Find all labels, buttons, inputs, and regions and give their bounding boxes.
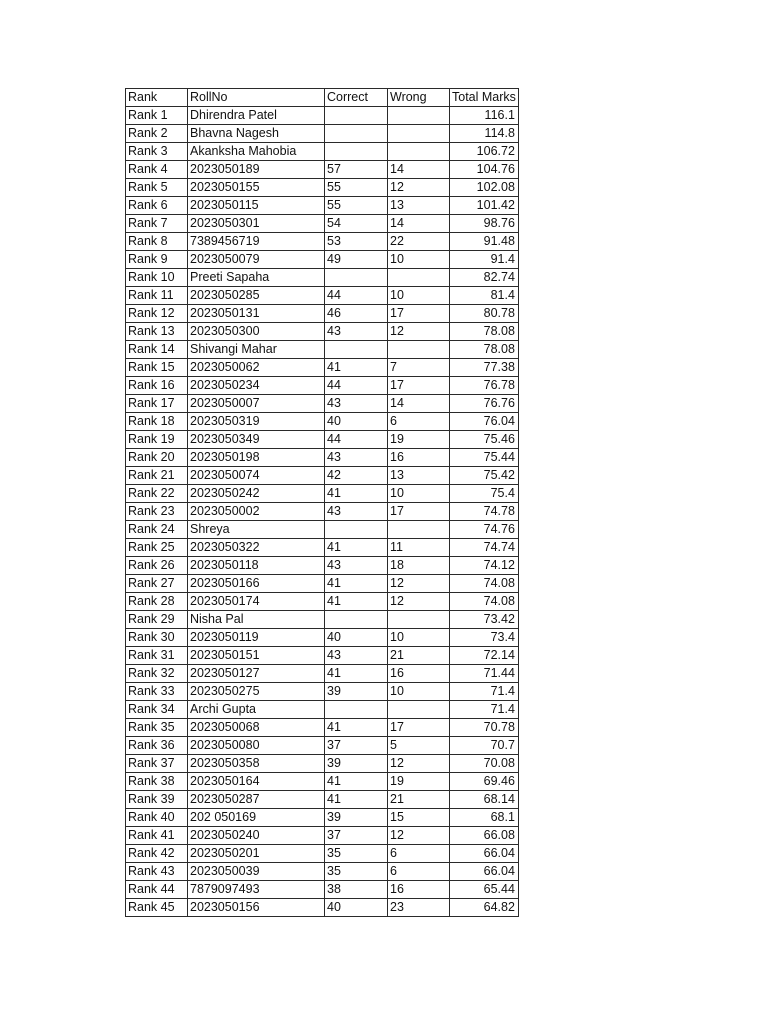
cell-wrong: 12 bbox=[388, 575, 450, 593]
cell-wrong: 16 bbox=[388, 449, 450, 467]
cell-rollno: 2023050242 bbox=[188, 485, 325, 503]
table-row bbox=[126, 377, 519, 395]
cell-wrong bbox=[388, 143, 450, 161]
table-row bbox=[126, 467, 519, 485]
cell-rank: Rank 3 bbox=[126, 143, 188, 161]
cell-rollno: 2023050119 bbox=[188, 629, 325, 647]
cell-rollno: 2023050174 bbox=[188, 593, 325, 611]
cell-rollno: 2023050300 bbox=[188, 323, 325, 341]
cell-rollno: Bhavna Nagesh bbox=[188, 125, 325, 143]
cell-correct: 44 bbox=[325, 377, 388, 395]
cell-rank: Rank 1 bbox=[126, 107, 188, 125]
cell-wrong: 14 bbox=[388, 161, 450, 179]
cell-correct: 46 bbox=[325, 305, 388, 323]
cell-correct: 41 bbox=[325, 539, 388, 557]
cell-correct: 41 bbox=[325, 593, 388, 611]
cell-total-marks: 74.08 bbox=[450, 593, 519, 611]
cell-rank: Rank 7 bbox=[126, 215, 188, 233]
cell-correct: 53 bbox=[325, 233, 388, 251]
cell-rollno: 2023050322 bbox=[188, 539, 325, 557]
cell-total-marks: 76.78 bbox=[450, 377, 519, 395]
table-row bbox=[126, 809, 519, 827]
table-row bbox=[126, 449, 519, 467]
header-row bbox=[126, 89, 519, 107]
cell-rank: Rank 22 bbox=[126, 485, 188, 503]
table-row bbox=[126, 539, 519, 557]
cell-wrong bbox=[388, 701, 450, 719]
cell-rank: Rank 31 bbox=[126, 647, 188, 665]
cell-correct: 43 bbox=[325, 647, 388, 665]
table-row bbox=[126, 287, 519, 305]
cell-rollno: 2023050127 bbox=[188, 665, 325, 683]
cell-total-marks: 74.12 bbox=[450, 557, 519, 575]
cell-total-marks: 78.08 bbox=[450, 323, 519, 341]
cell-wrong: 17 bbox=[388, 305, 450, 323]
cell-wrong: 17 bbox=[388, 503, 450, 521]
cell-wrong: 14 bbox=[388, 215, 450, 233]
cell-correct: 41 bbox=[325, 665, 388, 683]
cell-wrong bbox=[388, 107, 450, 125]
cell-wrong: 16 bbox=[388, 881, 450, 899]
cell-rollno: 2023050155 bbox=[188, 179, 325, 197]
cell-rollno: 2023050131 bbox=[188, 305, 325, 323]
cell-correct: 41 bbox=[325, 773, 388, 791]
cell-total-marks: 75.4 bbox=[450, 485, 519, 503]
cell-wrong: 5 bbox=[388, 737, 450, 755]
table-row bbox=[126, 719, 519, 737]
cell-rank: Rank 28 bbox=[126, 593, 188, 611]
cell-total-marks: 91.48 bbox=[450, 233, 519, 251]
table-row bbox=[126, 755, 519, 773]
table-row bbox=[126, 845, 519, 863]
cell-wrong: 10 bbox=[388, 287, 450, 305]
cell-correct: 41 bbox=[325, 791, 388, 809]
cell-correct bbox=[325, 521, 388, 539]
cell-rank: Rank 29 bbox=[126, 611, 188, 629]
cell-wrong: 21 bbox=[388, 791, 450, 809]
cell-rank: Rank 12 bbox=[126, 305, 188, 323]
cell-total-marks: 104.76 bbox=[450, 161, 519, 179]
table-row bbox=[126, 143, 519, 161]
cell-total-marks: 116.1 bbox=[450, 107, 519, 125]
cell-total-marks: 76.76 bbox=[450, 395, 519, 413]
table-row bbox=[126, 737, 519, 755]
cell-correct: 35 bbox=[325, 845, 388, 863]
cell-rank: Rank 41 bbox=[126, 827, 188, 845]
cell-correct: 40 bbox=[325, 629, 388, 647]
cell-total-marks: 75.42 bbox=[450, 467, 519, 485]
cell-rollno: Preeti Sapaha bbox=[188, 269, 325, 287]
cell-rank: Rank 8 bbox=[126, 233, 188, 251]
cell-wrong: 22 bbox=[388, 233, 450, 251]
cell-rollno: 2023050080 bbox=[188, 737, 325, 755]
cell-correct: 43 bbox=[325, 449, 388, 467]
cell-total-marks: 71.44 bbox=[450, 665, 519, 683]
table-row bbox=[126, 521, 519, 539]
table-row bbox=[126, 683, 519, 701]
cell-rollno: 2023050301 bbox=[188, 215, 325, 233]
cell-total-marks: 72.14 bbox=[450, 647, 519, 665]
cell-rollno: Akanksha Mahobia bbox=[188, 143, 325, 161]
cell-rollno: 2023050198 bbox=[188, 449, 325, 467]
cell-wrong: 19 bbox=[388, 431, 450, 449]
cell-total-marks: 71.4 bbox=[450, 701, 519, 719]
cell-rollno: Nisha Pal bbox=[188, 611, 325, 629]
cell-rollno: 2023050349 bbox=[188, 431, 325, 449]
cell-correct: 37 bbox=[325, 827, 388, 845]
table-row bbox=[126, 503, 519, 521]
cell-rank: Rank 42 bbox=[126, 845, 188, 863]
cell-wrong: 12 bbox=[388, 827, 450, 845]
cell-correct: 40 bbox=[325, 899, 388, 917]
cell-rollno: 2023050285 bbox=[188, 287, 325, 305]
rank-table bbox=[125, 88, 519, 917]
cell-wrong: 14 bbox=[388, 395, 450, 413]
cell-correct: 39 bbox=[325, 809, 388, 827]
cell-rank: Rank 10 bbox=[126, 269, 188, 287]
table-row bbox=[126, 611, 519, 629]
cell-rank: Rank 39 bbox=[126, 791, 188, 809]
cell-wrong: 12 bbox=[388, 593, 450, 611]
table-row bbox=[126, 323, 519, 341]
cell-total-marks: 73.42 bbox=[450, 611, 519, 629]
cell-correct: 55 bbox=[325, 197, 388, 215]
cell-wrong: 15 bbox=[388, 809, 450, 827]
cell-total-marks: 66.04 bbox=[450, 845, 519, 863]
cell-total-marks: 78.08 bbox=[450, 341, 519, 359]
cell-rollno: 2023050156 bbox=[188, 899, 325, 917]
cell-total-marks: 74.74 bbox=[450, 539, 519, 557]
cell-wrong bbox=[388, 611, 450, 629]
table-row bbox=[126, 485, 519, 503]
cell-wrong: 10 bbox=[388, 629, 450, 647]
table-row bbox=[126, 341, 519, 359]
cell-correct bbox=[325, 341, 388, 359]
cell-rollno: 2023050201 bbox=[188, 845, 325, 863]
table-row bbox=[126, 575, 519, 593]
cell-rank: Rank 18 bbox=[126, 413, 188, 431]
cell-rank: Rank 20 bbox=[126, 449, 188, 467]
cell-rollno: 2023050189 bbox=[188, 161, 325, 179]
cell-rollno: 2023050115 bbox=[188, 197, 325, 215]
cell-rank: Rank 19 bbox=[126, 431, 188, 449]
cell-rank: Rank 37 bbox=[126, 755, 188, 773]
cell-correct: 43 bbox=[325, 395, 388, 413]
cell-wrong: 13 bbox=[388, 197, 450, 215]
cell-wrong: 7 bbox=[388, 359, 450, 377]
cell-rank: Rank 36 bbox=[126, 737, 188, 755]
cell-wrong: 17 bbox=[388, 719, 450, 737]
cell-wrong bbox=[388, 521, 450, 539]
cell-correct: 39 bbox=[325, 755, 388, 773]
cell-rank: Rank 15 bbox=[126, 359, 188, 377]
cell-rank: Rank 27 bbox=[126, 575, 188, 593]
table-row bbox=[126, 881, 519, 899]
cell-rollno: Shivangi Mahar bbox=[188, 341, 325, 359]
cell-total-marks: 101.42 bbox=[450, 197, 519, 215]
cell-correct: 35 bbox=[325, 863, 388, 881]
cell-rollno: 7879097493 bbox=[188, 881, 325, 899]
cell-wrong bbox=[388, 269, 450, 287]
cell-total-marks: 71.4 bbox=[450, 683, 519, 701]
cell-rollno: 2023050007 bbox=[188, 395, 325, 413]
table-row bbox=[126, 593, 519, 611]
cell-total-marks: 76.04 bbox=[450, 413, 519, 431]
cell-rollno: 2023050240 bbox=[188, 827, 325, 845]
cell-rank: Rank 14 bbox=[126, 341, 188, 359]
cell-total-marks: 64.82 bbox=[450, 899, 519, 917]
cell-wrong: 23 bbox=[388, 899, 450, 917]
table-row bbox=[126, 665, 519, 683]
cell-correct: 41 bbox=[325, 575, 388, 593]
cell-rollno: 2023050079 bbox=[188, 251, 325, 269]
table-row bbox=[126, 773, 519, 791]
cell-rank: Rank 21 bbox=[126, 467, 188, 485]
cell-total-marks: 98.76 bbox=[450, 215, 519, 233]
cell-total-marks: 102.08 bbox=[450, 179, 519, 197]
cell-total-marks: 91.4 bbox=[450, 251, 519, 269]
table-row bbox=[126, 161, 519, 179]
cell-rollno: 2023050275 bbox=[188, 683, 325, 701]
cell-total-marks: 106.72 bbox=[450, 143, 519, 161]
cell-wrong: 12 bbox=[388, 179, 450, 197]
table-row bbox=[126, 233, 519, 251]
cell-rank: Rank 6 bbox=[126, 197, 188, 215]
cell-rollno: 2023050068 bbox=[188, 719, 325, 737]
cell-wrong: 12 bbox=[388, 323, 450, 341]
cell-total-marks: 82.74 bbox=[450, 269, 519, 287]
cell-rollno: 202 050169 bbox=[188, 809, 325, 827]
cell-correct: 44 bbox=[325, 431, 388, 449]
table-row bbox=[126, 557, 519, 575]
cell-total-marks: 65.44 bbox=[450, 881, 519, 899]
cell-total-marks: 73.4 bbox=[450, 629, 519, 647]
cell-rollno: Shreya bbox=[188, 521, 325, 539]
table-row bbox=[126, 179, 519, 197]
cell-total-marks: 70.7 bbox=[450, 737, 519, 755]
cell-total-marks: 68.14 bbox=[450, 791, 519, 809]
table-row bbox=[126, 395, 519, 413]
cell-wrong: 6 bbox=[388, 413, 450, 431]
cell-rank: Rank 32 bbox=[126, 665, 188, 683]
cell-total-marks: 75.44 bbox=[450, 449, 519, 467]
cell-rank: Rank 35 bbox=[126, 719, 188, 737]
cell-rollno: 2023050166 bbox=[188, 575, 325, 593]
header-total-marks: Total Marks bbox=[450, 89, 519, 107]
cell-rank: Rank 23 bbox=[126, 503, 188, 521]
cell-rollno: 2023050118 bbox=[188, 557, 325, 575]
table-row bbox=[126, 899, 519, 917]
cell-wrong: 11 bbox=[388, 539, 450, 557]
cell-total-marks: 81.4 bbox=[450, 287, 519, 305]
cell-rank: Rank 33 bbox=[126, 683, 188, 701]
cell-correct: 42 bbox=[325, 467, 388, 485]
table-row bbox=[126, 431, 519, 449]
cell-correct: 37 bbox=[325, 737, 388, 755]
cell-rank: Rank 17 bbox=[126, 395, 188, 413]
table-row bbox=[126, 647, 519, 665]
cell-rollno: 2023050287 bbox=[188, 791, 325, 809]
cell-total-marks: 74.78 bbox=[450, 503, 519, 521]
header-wrong: Wrong bbox=[388, 89, 450, 107]
cell-wrong: 18 bbox=[388, 557, 450, 575]
cell-rank: Rank 40 bbox=[126, 809, 188, 827]
cell-rollno: 2023050002 bbox=[188, 503, 325, 521]
cell-correct bbox=[325, 143, 388, 161]
cell-wrong bbox=[388, 125, 450, 143]
cell-rollno: 7389456719 bbox=[188, 233, 325, 251]
header-rank: Rank bbox=[126, 89, 188, 107]
table-row bbox=[126, 359, 519, 377]
table-row bbox=[126, 863, 519, 881]
cell-total-marks: 66.04 bbox=[450, 863, 519, 881]
cell-rollno: Dhirendra Patel bbox=[188, 107, 325, 125]
cell-total-marks: 66.08 bbox=[450, 827, 519, 845]
cell-correct: 40 bbox=[325, 413, 388, 431]
cell-total-marks: 77.38 bbox=[450, 359, 519, 377]
table-row bbox=[126, 197, 519, 215]
cell-wrong: 10 bbox=[388, 485, 450, 503]
rank-table-body bbox=[126, 107, 519, 917]
cell-rank: Rank 11 bbox=[126, 287, 188, 305]
cell-rank: Rank 4 bbox=[126, 161, 188, 179]
cell-rollno: 2023050164 bbox=[188, 773, 325, 791]
cell-correct bbox=[325, 701, 388, 719]
cell-wrong: 17 bbox=[388, 377, 450, 395]
cell-correct: 43 bbox=[325, 323, 388, 341]
cell-wrong: 6 bbox=[388, 863, 450, 881]
cell-rollno: 2023050151 bbox=[188, 647, 325, 665]
cell-correct: 57 bbox=[325, 161, 388, 179]
cell-correct: 41 bbox=[325, 719, 388, 737]
cell-wrong: 21 bbox=[388, 647, 450, 665]
cell-rank: Rank 24 bbox=[126, 521, 188, 539]
table-row bbox=[126, 125, 519, 143]
cell-rank: Rank 34 bbox=[126, 701, 188, 719]
cell-rollno: 2023050234 bbox=[188, 377, 325, 395]
cell-correct: 44 bbox=[325, 287, 388, 305]
cell-rank: Rank 2 bbox=[126, 125, 188, 143]
cell-total-marks: 68.1 bbox=[450, 809, 519, 827]
cell-wrong: 10 bbox=[388, 251, 450, 269]
cell-rollno: 2023050358 bbox=[188, 755, 325, 773]
header-rollno: RollNo bbox=[188, 89, 325, 107]
cell-rank: Rank 9 bbox=[126, 251, 188, 269]
table-row bbox=[126, 701, 519, 719]
cell-rollno: 2023050319 bbox=[188, 413, 325, 431]
table-row bbox=[126, 629, 519, 647]
cell-total-marks: 80.78 bbox=[450, 305, 519, 323]
cell-correct: 43 bbox=[325, 557, 388, 575]
cell-correct bbox=[325, 269, 388, 287]
cell-correct bbox=[325, 107, 388, 125]
cell-wrong: 13 bbox=[388, 467, 450, 485]
cell-rank: Rank 5 bbox=[126, 179, 188, 197]
cell-rank: Rank 25 bbox=[126, 539, 188, 557]
cell-correct: 54 bbox=[325, 215, 388, 233]
cell-total-marks: 114.8 bbox=[450, 125, 519, 143]
cell-rank: Rank 16 bbox=[126, 377, 188, 395]
cell-wrong: 16 bbox=[388, 665, 450, 683]
cell-wrong: 6 bbox=[388, 845, 450, 863]
table-row bbox=[126, 107, 519, 125]
cell-rank: Rank 43 bbox=[126, 863, 188, 881]
cell-wrong: 12 bbox=[388, 755, 450, 773]
cell-rank: Rank 38 bbox=[126, 773, 188, 791]
table-row bbox=[126, 269, 519, 287]
cell-correct: 41 bbox=[325, 359, 388, 377]
cell-rank: Rank 13 bbox=[126, 323, 188, 341]
cell-total-marks: 70.78 bbox=[450, 719, 519, 737]
cell-wrong bbox=[388, 341, 450, 359]
table-row bbox=[126, 305, 519, 323]
cell-correct: 49 bbox=[325, 251, 388, 269]
cell-correct: 43 bbox=[325, 503, 388, 521]
cell-rollno: 2023050062 bbox=[188, 359, 325, 377]
cell-rank: Rank 44 bbox=[126, 881, 188, 899]
cell-correct bbox=[325, 125, 388, 143]
table-row bbox=[126, 215, 519, 233]
cell-total-marks: 75.46 bbox=[450, 431, 519, 449]
cell-rank: Rank 45 bbox=[126, 899, 188, 917]
table-row bbox=[126, 791, 519, 809]
cell-total-marks: 74.08 bbox=[450, 575, 519, 593]
table-row bbox=[126, 251, 519, 269]
cell-rollno: 2023050039 bbox=[188, 863, 325, 881]
cell-correct: 39 bbox=[325, 683, 388, 701]
cell-correct: 38 bbox=[325, 881, 388, 899]
cell-correct: 41 bbox=[325, 485, 388, 503]
table-row bbox=[126, 413, 519, 431]
cell-rollno: 2023050074 bbox=[188, 467, 325, 485]
cell-correct: 55 bbox=[325, 179, 388, 197]
cell-total-marks: 70.08 bbox=[450, 755, 519, 773]
cell-total-marks: 74.76 bbox=[450, 521, 519, 539]
cell-rollno: Archi Gupta bbox=[188, 701, 325, 719]
cell-rank: Rank 26 bbox=[126, 557, 188, 575]
cell-correct bbox=[325, 611, 388, 629]
table-row bbox=[126, 827, 519, 845]
cell-rank: Rank 30 bbox=[126, 629, 188, 647]
cell-wrong: 19 bbox=[388, 773, 450, 791]
cell-total-marks: 69.46 bbox=[450, 773, 519, 791]
header-correct: Correct bbox=[325, 89, 388, 107]
cell-wrong: 10 bbox=[388, 683, 450, 701]
